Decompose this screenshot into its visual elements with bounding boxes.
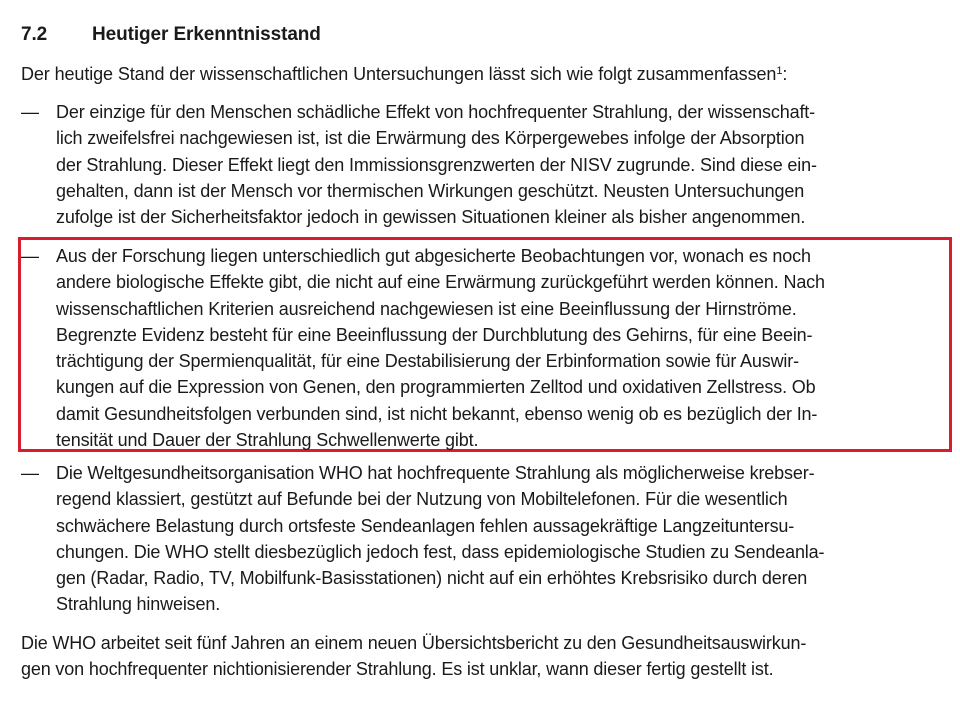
text-line: schwächere Belastung durch ortsfeste Sendeanlagen fehlen aussagekräftige Langzeituntersu-: [56, 515, 795, 536]
bullet-dash: —: [21, 102, 39, 122]
text-line: der Strahlung. Dieser Effekt liegt den Immissionsgrenzwerten der NISV zugrunde. Sind diese ein-: [56, 154, 817, 175]
section-number: 7.2: [21, 24, 48, 45]
text-line: regend klassiert, gestützt auf Befunde bei der Nutzung von Mobiltelefonen. Für die wesentlich: [56, 489, 788, 510]
text-line: chungen. Die WHO stellt diesbezüglich jedoch fest, dass epidemiologische Studien zu Sendeanla-: [56, 541, 825, 562]
text-line: wissenschaftlichen Kriterien ausreichend nachgewiesen ist eine Beeinflussung der Hirnströme.: [56, 298, 797, 319]
text-line: Die WHO arbeitet seit fünf Jahren an einem neuen Übersichtsbericht zu den Gesundheitsauswirkun-: [21, 633, 807, 653]
bullet-dash: —: [21, 463, 39, 483]
text-line: damit Gesundheitsfolgen verbunden sind, ist nicht bekannt, ebenso wenig ob es bezüglich der In-: [56, 403, 818, 424]
text-line: Begrenzte Evidenz besteht für eine Beeinflussung der Durchblutung des Gehirns, für eine Beein-: [56, 324, 813, 345]
bullet-item-biological-effects: [21, 243, 951, 453]
text-line: tensität und Dauer der Strahlung Schwellenwerte gibt.: [56, 430, 479, 451]
text-line: kungen auf die Expression von Genen, den programmierten Zelltod und oxidativen Zellstress. Ob: [56, 377, 816, 398]
bullet-item-thermal: [21, 99, 951, 230]
text-line: Strahlung hinweisen.: [56, 594, 221, 615]
text-line: andere biologische Effekte gibt, die nicht auf eine Erwärmung zurückgeführt werden können. Nach: [56, 272, 825, 293]
intro-paragraph: [21, 64, 787, 85]
intro-text: Der heutige Stand der wissenschaftlichen Untersuchungen lässt sich wie folgt zusammenfassen: [21, 64, 777, 84]
text-line: Die Weltgesundheitsorganisation WHO hat hochfrequente Strahlung als möglicherweise krebser-: [56, 463, 815, 483]
bullet-dash: —: [21, 246, 39, 266]
text-line: Der einzige für den Menschen schädliche Effekt von hochfrequenter Strahlung, der wissenschaft-: [56, 102, 816, 122]
text-line: gehalten, dann ist der Mensch vor thermischen Wirkungen geschützt. Neusten Untersuchungen: [56, 180, 805, 201]
intro-suffix: :: [782, 64, 788, 84]
text-line: lich zweifelsfrei nachgewiesen ist, ist die Erwärmung des Körpergewebes infolge der Absorption: [56, 128, 805, 149]
text-line: gen von hochfrequenter nichtionisierender Strahlung. Es ist unklar, wann dieser fertig gestellt ist.: [21, 659, 774, 680]
bullet-item-who: [21, 460, 951, 618]
footnote-marker: 1: [776, 65, 783, 77]
text-line: gen (Radar, Radio, TV, Mobilfunk-Basisstationen) nicht auf ein erhöhtes Krebsrisiko durch deren: [56, 568, 808, 589]
text-line: zufolge ist der Sicherheitsfaktor jedoch in gewissen Situationen kleiner als bisher angenommen.: [56, 207, 806, 228]
closing-paragraph: [21, 630, 951, 683]
section-title: Heutiger Erkenntnisstand: [92, 24, 321, 45]
text-line: trächtigung der Spermienqualität, für eine Destabilisierung der Erbinformation sowie für Auswir-: [56, 351, 799, 372]
text-line: Aus der Forschung liegen unterschiedlich gut abgesicherte Beobachtungen vor, wonach es noch: [56, 246, 811, 266]
section-heading: [21, 24, 321, 46]
